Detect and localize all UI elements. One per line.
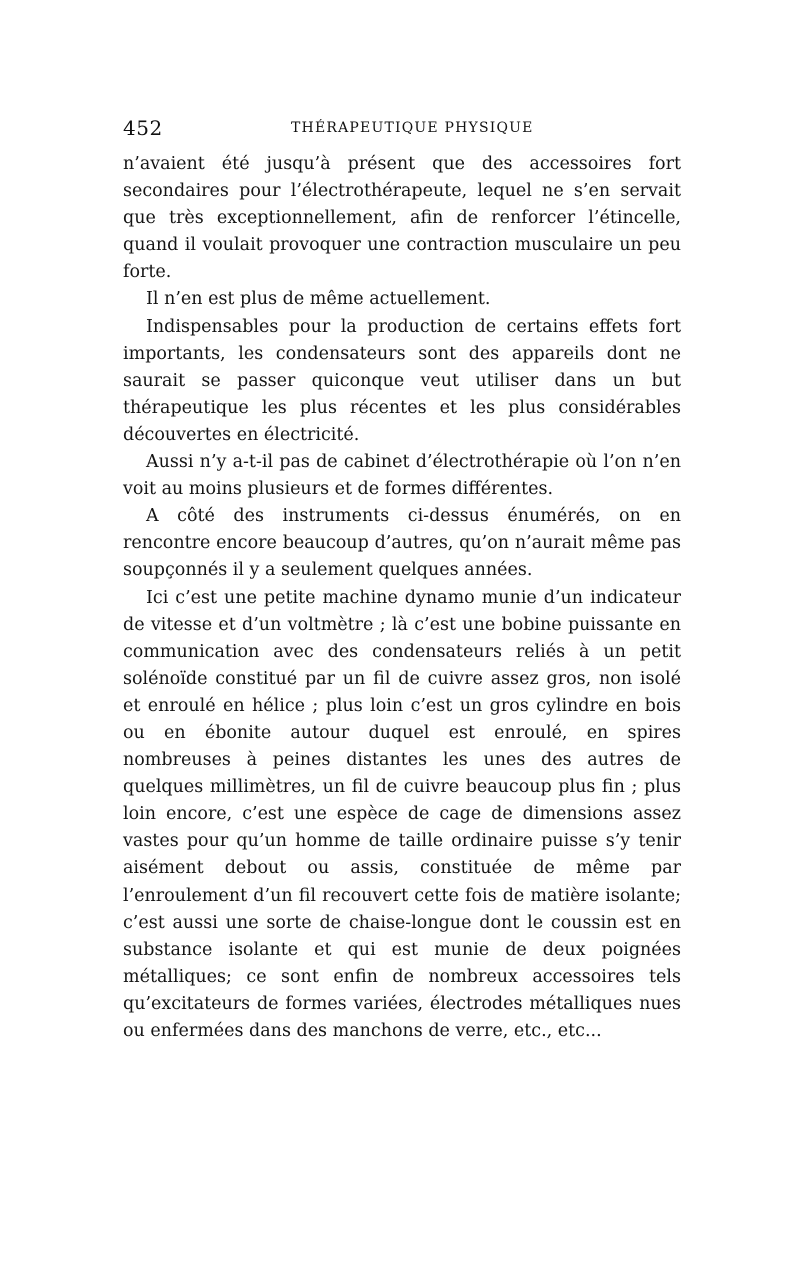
running-title: THÉRAPEUTIQUE PHYSIQUE: [291, 120, 534, 136]
paragraph: Aussi n’y a-t-il pas de cabinet d’électrothérapie où l’on n’en voit au moins plusieurs et de formes différentes.: [123, 452, 681, 500]
page-number: 452: [123, 116, 163, 140]
paragraph: Il n’en est plus de même actuellement.: [146, 289, 491, 310]
paragraph: Ici c’est une petite machine dynamo munie d’un indicateur de vitesse et d’un voltmètre ; là c’est une bobine puissante en communication avec des condensateurs reliés à un petit solénoïde constitué par un fil de cuivre assez gros, non isolé et enroulé en hélice ; plus loin c’est un gros cylindre en bois ou en ébonite autour duquel est enroulé, en spires nombreuses à peines distantes les unes des autres de quelques millimètres, un fil de cuivre beaucoup plus fin ; plus loin encore, c’est une espèce de cage de dimensions assez vastes pour qu’un homme de taille ordinaire puisse s’y tenir aisément debout ou assis, constituée de même par l’enroulement d’un fil recouvert cette fois de matière isolante; c’est aussi une sorte de chaise-longue dont le coussin est en substance isolante et qui est munie de deux poignées métalliques; ce sont enfin de nombreux accessoires tels qu’excitateurs de formes variées, électrodes métalliques nues ou enfermées dans des manchons de verre, etc., etc...: [123, 587, 681, 1041]
body-text: [123, 151, 681, 1045]
paragraph-continuation: n’avaient été jusqu’à présent que des accessoires fort secondaires pour l’électrothérapeute, lequel ne s’en servait que très exceptionnellement, afin de renforcer l’étincelle, quand il voulait provoquer une contraction musculaire un peu forte.: [123, 154, 681, 283]
running-head: [123, 116, 681, 142]
paragraph: Indispensables pour la production de certains effets fort importants, les condensateurs sont des appareils dont ne saurait se passer quiconque veut utiliser dans un but thérapeutique les plus récentes et les plus considérables découvertes en électricité.: [123, 316, 681, 445]
paragraph: A côté des instruments ci-dessus énumérés, on en rencontre encore beaucoup d’autres, qu’on n’aurait même pas soupçonnés il y a seulement quelques années.: [123, 506, 681, 581]
